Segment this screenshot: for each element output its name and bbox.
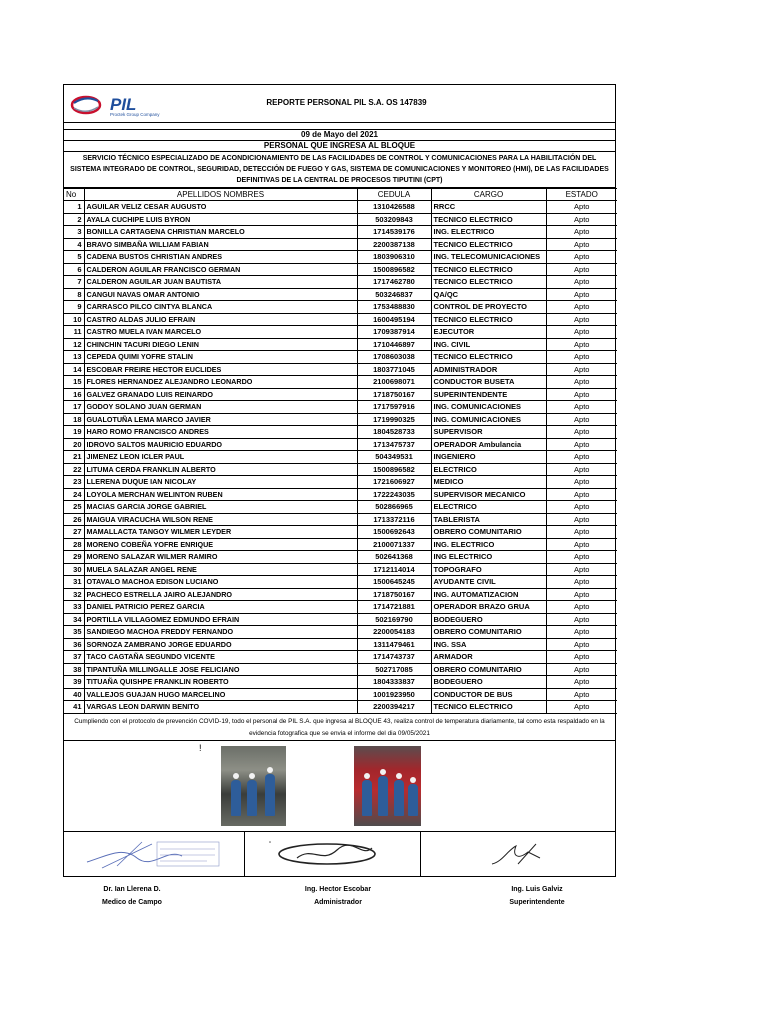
table-row [64, 388, 617, 401]
row-number: 8 [64, 288, 84, 301]
row-number: 23 [64, 476, 84, 489]
col-no: No [64, 189, 84, 201]
table-row [64, 226, 617, 239]
table-row [64, 213, 617, 226]
employee-name: AGUILAR VELIZ CESAR AUGUSTO [84, 201, 357, 214]
employee-estado: Apto [546, 351, 617, 364]
row-number: 33 [64, 601, 84, 614]
employee-estado: Apto [546, 338, 617, 351]
employee-cedula: 1804333837 [357, 676, 431, 689]
employee-estado: Apto [546, 676, 617, 689]
employee-cedula: 2200394217 [357, 701, 431, 714]
employee-cedula: 503209843 [357, 213, 431, 226]
employee-name: AYALA CUCHIPE LUIS BYRON [84, 213, 357, 226]
table-row [64, 401, 617, 414]
row-number: 39 [64, 676, 84, 689]
employee-cedula: 1708603038 [357, 351, 431, 364]
employee-name: MORENO COBEÑA YOFRE ENRIQUE [84, 538, 357, 551]
employee-name: CEPEDA QUIMI YOFRE STALIN [84, 351, 357, 364]
employee-name: CASTRO MUELA IVAN MARCELO [84, 326, 357, 339]
employee-estado: Apto [546, 688, 617, 701]
employee-name: DANIEL PATRICIO PEREZ GARCIA [84, 601, 357, 614]
row-number: 20 [64, 438, 84, 451]
row-number: 34 [64, 613, 84, 626]
table-row [64, 338, 617, 351]
row-number: 25 [64, 501, 84, 514]
photo-temperature-check-2 [354, 746, 421, 826]
table-row [64, 613, 617, 626]
employee-name: ESCOBAR FREIRE HECTOR EUCLIDES [84, 363, 357, 376]
report-title: REPORTE PERSONAL PIL S.A. OS 147839 [266, 98, 427, 107]
employee-cargo: TECNICO ELECTRICO [431, 351, 546, 364]
signer-role: Medico de Campo [102, 899, 162, 906]
row-number: 36 [64, 638, 84, 651]
handwritten-signature-icon [262, 838, 402, 870]
employee-name: HARO ROMO FRANCISCO ANDRES [84, 426, 357, 439]
employee-cargo: SUPERVISOR [431, 426, 546, 439]
employee-name: CARRASCO PILCO CINTYA BLANCA [84, 301, 357, 314]
employee-cedula: 1721606927 [357, 476, 431, 489]
row-number: 26 [64, 513, 84, 526]
employee-name: VALLEJOS GUAJAN HUGO MARCELINO [84, 688, 357, 701]
employee-cargo: EJECUTOR [431, 326, 546, 339]
employee-cedula: 1717597916 [357, 401, 431, 414]
employee-cargo: TECNICO ELECTRICO [431, 276, 546, 289]
employee-name: CALDERON AGUILAR FRANCISCO GERMAN [84, 263, 357, 276]
employee-cedula: 2100698071 [357, 376, 431, 389]
table-row [64, 526, 617, 539]
table-row [64, 538, 617, 551]
employee-estado: Apto [546, 363, 617, 376]
employee-cedula: 1500645245 [357, 576, 431, 589]
signer-name: Dr. Ian Llerena D. [103, 886, 161, 893]
signer-name: Ing. Luis Galviz [511, 886, 563, 893]
employee-cargo: ADMINISTRADOR [431, 363, 546, 376]
employee-cedula: 1500896582 [357, 263, 431, 276]
employee-cedula: 1718750167 [357, 588, 431, 601]
employee-cargo: TECNICO ELECTRICO [431, 263, 546, 276]
table-row [64, 238, 617, 251]
employee-cedula: 1714539176 [357, 226, 431, 239]
table-row [64, 576, 617, 589]
employee-name: LLERENA DUQUE IAN NICOLAY [84, 476, 357, 489]
employee-estado: Apto [546, 638, 617, 651]
employee-cargo: ING. CIVIL [431, 338, 546, 351]
employee-estado: Apto [546, 576, 617, 589]
row-number: 30 [64, 563, 84, 576]
row-number: 22 [64, 463, 84, 476]
employee-name: CALDERON AGUILAR JUAN BAUTISTA [84, 276, 357, 289]
employee-cargo: MEDICO [431, 476, 546, 489]
employee-cedula: 1722243035 [357, 488, 431, 501]
covid-note: Cumpliendo con el protocolo de prevención COVID-19, todo el personal de PIL S.A. que ingresa al BLOQUE 43, realiza control de temperatura diariamente, tal como esta respaldado en la evidencia fotografica que se envia el informe del dia 09/05/2021 [64, 714, 615, 741]
table-row [64, 476, 617, 489]
table-row [64, 651, 617, 664]
employee-estado: Apto [546, 251, 617, 264]
row-number: 9 [64, 301, 84, 314]
row-number: 35 [64, 626, 84, 639]
employee-cedula: 502717085 [357, 663, 431, 676]
signer-1 [52, 883, 212, 909]
photo-mark: ! [199, 742, 202, 753]
employee-estado: Apto [546, 651, 617, 664]
employee-cargo: ING. ELECTRICO [431, 538, 546, 551]
table-row [64, 463, 617, 476]
employee-cedula: 1717462780 [357, 276, 431, 289]
photo-temperature-check-1 [221, 746, 286, 826]
row-number: 29 [64, 551, 84, 564]
employee-cargo: ARMADOR [431, 651, 546, 664]
table-row [64, 588, 617, 601]
employee-name: PORTILLA VILLAGOMEZ EDMUNDO EFRAIN [84, 613, 357, 626]
table-row [64, 663, 617, 676]
photo-evidence [64, 741, 615, 832]
employee-name: TITUAÑA QUISHPE FRANKLIN ROBERTO [84, 676, 357, 689]
employee-cargo: TECNICO ELECTRICO [431, 701, 546, 714]
row-number: 11 [64, 326, 84, 339]
table-row [64, 563, 617, 576]
employee-estado: Apto [546, 413, 617, 426]
employee-cargo: CONDUCTOR BUSETA [431, 376, 546, 389]
table-row [64, 488, 617, 501]
employee-name: LOYOLA MERCHAN WELINTON RUBEN [84, 488, 357, 501]
row-number: 13 [64, 351, 84, 364]
employee-cargo: CONDUCTOR DE BUS [431, 688, 546, 701]
employee-estado: Apto [546, 513, 617, 526]
row-number: 16 [64, 388, 84, 401]
employee-name: TIPANTUÑA MILLINGALLE JOSE FELICIANO [84, 663, 357, 676]
employee-name: GUALOTUÑA LEMA MARCO JAVIER [84, 413, 357, 426]
report-date: 09 de Mayo del 2021 [64, 130, 615, 141]
col-estado: ESTADO [546, 189, 617, 201]
employee-cedula: 504349531 [357, 451, 431, 464]
table-row [64, 551, 617, 564]
employee-name: CADENA BUSTOS CHRISTIAN ANDRES [84, 251, 357, 264]
row-number: 15 [64, 376, 84, 389]
employee-cedula: 1719990325 [357, 413, 431, 426]
employee-cedula: 1001923950 [357, 688, 431, 701]
employee-estado: Apto [546, 601, 617, 614]
employee-cedula: 1500896582 [357, 463, 431, 476]
employee-name: SORNOZA ZAMBRANO JORGE EDUARDO [84, 638, 357, 651]
employee-name: SANDIEGO MACHOA FREDDY FERNANDO [84, 626, 357, 639]
table-row [64, 501, 617, 514]
employee-cargo: TECNICO ELECTRICO [431, 238, 546, 251]
table-row [64, 363, 617, 376]
employee-estado: Apto [546, 526, 617, 539]
table-row [64, 601, 617, 614]
table-row [64, 688, 617, 701]
employee-cedula: 502866965 [357, 501, 431, 514]
signer-2 [258, 883, 418, 909]
employee-cedula: 1310426588 [357, 201, 431, 214]
signer-role: Superintendente [509, 899, 565, 906]
employee-name: BONILLA CARTAGENA CHRISTIAN MARCELO [84, 226, 357, 239]
employee-cedula: 1500692643 [357, 526, 431, 539]
table-row [64, 513, 617, 526]
employee-name: FLORES HERNANDEZ ALEJANDRO LEONARDO [84, 376, 357, 389]
row-number: 24 [64, 488, 84, 501]
employee-estado: Apto [546, 588, 617, 601]
table-row [64, 626, 617, 639]
employee-cedula: 2200387138 [357, 238, 431, 251]
employee-cargo: ING. COMUNICACIONES [431, 401, 546, 414]
signature-superintendente [420, 832, 617, 876]
row-number: 14 [64, 363, 84, 376]
table-row [64, 326, 617, 339]
row-number: 31 [64, 576, 84, 589]
employee-cargo: OPERADOR Ambulancia [431, 438, 546, 451]
employee-estado: Apto [546, 401, 617, 414]
employee-cargo: RRCC [431, 201, 546, 214]
employee-estado: Apto [546, 276, 617, 289]
employee-cargo: ELECTRICO [431, 501, 546, 514]
employee-estado: Apto [546, 538, 617, 551]
employee-cargo: ING. SSA [431, 638, 546, 651]
employee-cargo: ING ELECTRICO [431, 551, 546, 564]
employee-estado: Apto [546, 501, 617, 514]
col-cargo: CARGO [431, 189, 546, 201]
employee-estado: Apto [546, 463, 617, 476]
employee-estado: Apto [546, 613, 617, 626]
employee-cedula: 1600495194 [357, 313, 431, 326]
table-row [64, 676, 617, 689]
stamp-signature-icon [82, 838, 227, 872]
signer-role: Administrador [314, 899, 362, 906]
employee-cargo: TOPOGRAFO [431, 563, 546, 576]
svg-text:PIL: PIL [110, 95, 137, 114]
service-description: SERVICIO TÉCNICO ESPECIALIZADO DE ACONDICIONAMIENTO DE LAS FACILIDADES DE CONTROL Y COMUNICACIONES PARA LA HABILITACIÓN DEL SISTEMA INTEGRADO DE CONTROL, SEGURIDAD, DETECCIÓN DE FUEGO Y GAS, SISTEMA DE COMUNICACIONES Y MONITOREO (HMI), DE LAS FACILIDADES DEFINITIVAS DE LA CENTRAL DE PROCESOS TIPUTINI (CPT) [64, 152, 615, 188]
employee-cedula: 2100071337 [357, 538, 431, 551]
employee-name: CHINCHIN TACURI DIEGO LENIN [84, 338, 357, 351]
employee-cargo: OBRERO COMUNITARIO [431, 663, 546, 676]
signature-medico [64, 832, 245, 876]
employee-cedula: 1718750167 [357, 388, 431, 401]
row-number: 12 [64, 338, 84, 351]
employee-estado: Apto [546, 701, 617, 714]
employee-cedula: 1804528733 [357, 426, 431, 439]
report-header [64, 85, 615, 123]
employee-name: OTAVALO MACHOA EDISON LUCIANO [84, 576, 357, 589]
employee-cargo: ING. AUTOMATIZACION [431, 588, 546, 601]
employee-estado: Apto [546, 451, 617, 464]
table-row [64, 413, 617, 426]
employee-name: PACHECO ESTRELLA JAIRO ALEJANDRO [84, 588, 357, 601]
table-header-row [64, 189, 617, 201]
employee-estado: Apto [546, 438, 617, 451]
employee-cargo: ELECTRICO [431, 463, 546, 476]
employee-cargo: ING. COMUNICACIONES [431, 413, 546, 426]
employee-cedula: 1709387914 [357, 326, 431, 339]
col-name: APELLIDOS NOMBRES [84, 189, 357, 201]
table-row [64, 313, 617, 326]
employee-cargo: ING. TELECOMUNICACIONES [431, 251, 546, 264]
row-number: 27 [64, 526, 84, 539]
employee-cedula: 1714743737 [357, 651, 431, 664]
employee-name: MACIAS GARCIA JORGE GABRIEL [84, 501, 357, 514]
employee-cedula: 502169790 [357, 613, 431, 626]
row-number: 19 [64, 426, 84, 439]
employee-estado: Apto [546, 426, 617, 439]
employee-name: MAIGUA VIRACUCHA WILSON RENE [84, 513, 357, 526]
employee-name: MUELA SALAZAR ANGEL RENE [84, 563, 357, 576]
employee-cedula: 1311479461 [357, 638, 431, 651]
signer-3 [457, 883, 617, 909]
employee-name: GODOY SOLANO JUAN GERMAN [84, 401, 357, 414]
row-number: 21 [64, 451, 84, 464]
svg-text:Proctek Group Company: Proctek Group Company [110, 112, 160, 117]
employee-cedula: 1803906310 [357, 251, 431, 264]
row-number: 37 [64, 651, 84, 664]
row-number: 10 [64, 313, 84, 326]
employee-estado: Apto [546, 388, 617, 401]
row-number: 1 [64, 201, 84, 214]
employee-estado: Apto [546, 563, 617, 576]
employee-name: VARGAS LEON DARWIN BENITO [84, 701, 357, 714]
row-number: 41 [64, 701, 84, 714]
employee-estado: Apto [546, 201, 617, 214]
employee-cargo: QA/QC [431, 288, 546, 301]
employee-cargo: TECNICO ELECTRICO [431, 213, 546, 226]
employee-cargo: INGENIERO [431, 451, 546, 464]
report-sheet [63, 84, 616, 877]
employee-estado: Apto [546, 488, 617, 501]
row-number: 38 [64, 663, 84, 676]
employee-estado: Apto [546, 226, 617, 239]
signer-name: Ing. Hector Escobar [304, 886, 372, 893]
employee-name: GALVEZ GRANADO LUIS REINARDO [84, 388, 357, 401]
employee-cedula: 1753488830 [357, 301, 431, 314]
employee-estado: Apto [546, 301, 617, 314]
employee-cedula: 2200054183 [357, 626, 431, 639]
row-number: 32 [64, 588, 84, 601]
employee-cargo: ING. ELECTRICO [431, 226, 546, 239]
table-row [64, 701, 617, 714]
row-number: 7 [64, 276, 84, 289]
employee-cedula: 1713372116 [357, 513, 431, 526]
signature-row [64, 832, 615, 876]
employee-estado: Apto [546, 551, 617, 564]
employee-cedula: 503246837 [357, 288, 431, 301]
employee-cargo: OBRERO COMUNITARIO [431, 526, 546, 539]
employee-cedula: 1713475737 [357, 438, 431, 451]
row-number: 28 [64, 538, 84, 551]
row-number: 2 [64, 213, 84, 226]
row-number: 6 [64, 263, 84, 276]
employee-cargo: CONTROL DE PROYECTO [431, 301, 546, 314]
handwritten-signature-icon [488, 838, 548, 870]
employee-estado: Apto [546, 326, 617, 339]
employee-cargo: BODEGUERO [431, 613, 546, 626]
row-number: 18 [64, 413, 84, 426]
employee-estado: Apto [546, 476, 617, 489]
employee-name: LITUMA CERDA FRANKLIN ALBERTO [84, 463, 357, 476]
employee-cargo: SUPERVISOR MECANICO [431, 488, 546, 501]
row-number: 5 [64, 251, 84, 264]
employee-name: CANGUI NAVAS OMAR ANTONIO [84, 288, 357, 301]
employee-name: MORENO SALAZAR WILMER RAMIRO [84, 551, 357, 564]
table-row [64, 351, 617, 364]
row-number: 17 [64, 401, 84, 414]
table-row [64, 263, 617, 276]
employee-estado: Apto [546, 288, 617, 301]
employee-name: CASTRO ALDAS JULIO EFRAIN [84, 313, 357, 326]
col-cedula: CEDULA [357, 189, 431, 201]
employee-cedula: 1710446897 [357, 338, 431, 351]
row-number: 4 [64, 238, 84, 251]
employee-cargo: TECNICO ELECTRICO [431, 313, 546, 326]
employee-cargo: BODEGUERO [431, 676, 546, 689]
employee-estado: Apto [546, 238, 617, 251]
table-row [64, 451, 617, 464]
report-subtitle: PERSONAL QUE INGRESA AL BLOQUE [64, 141, 615, 152]
employee-estado: Apto [546, 663, 617, 676]
employee-estado: Apto [546, 313, 617, 326]
employee-estado: Apto [546, 263, 617, 276]
table-row [64, 638, 617, 651]
personnel-table [64, 188, 617, 714]
employee-cedula: 1803771045 [357, 363, 431, 376]
employee-estado: Apto [546, 626, 617, 639]
row-number: 40 [64, 688, 84, 701]
employee-cargo: OBRERO COMUNITARIO [431, 626, 546, 639]
table-row [64, 438, 617, 451]
employee-cedula: 1712114014 [357, 563, 431, 576]
employee-name: TACO CAGTAÑA SEGUNDO VICENTE [84, 651, 357, 664]
employee-name: BRAVO SIMBAÑA WILLIAM FABIAN [84, 238, 357, 251]
table-row [64, 288, 617, 301]
employee-cedula: 502641368 [357, 551, 431, 564]
row-number: 3 [64, 226, 84, 239]
table-row [64, 251, 617, 264]
signature-administrador [244, 832, 421, 876]
employee-cedula: 1714721881 [357, 601, 431, 614]
employee-cargo: AYUDANTE CIVIL [431, 576, 546, 589]
employee-name: JIMENEZ LEON ICLER PAUL [84, 451, 357, 464]
spacer-row [64, 123, 615, 130]
table-row [64, 276, 617, 289]
table-row [64, 376, 617, 389]
employee-cargo: TABLERISTA [431, 513, 546, 526]
employee-estado: Apto [546, 376, 617, 389]
employee-cargo: SUPERINTENDENTE [431, 388, 546, 401]
table-row [64, 201, 617, 214]
table-row [64, 426, 617, 439]
table-row [64, 301, 617, 314]
employee-name: MAMALLACTA TANGOY WILMER LEYDER [84, 526, 357, 539]
employee-name: IDROVO SALTOS MAURICIO EDUARDO [84, 438, 357, 451]
employee-estado: Apto [546, 213, 617, 226]
employee-cargo: OPERADOR BRAZO GRUA [431, 601, 546, 614]
